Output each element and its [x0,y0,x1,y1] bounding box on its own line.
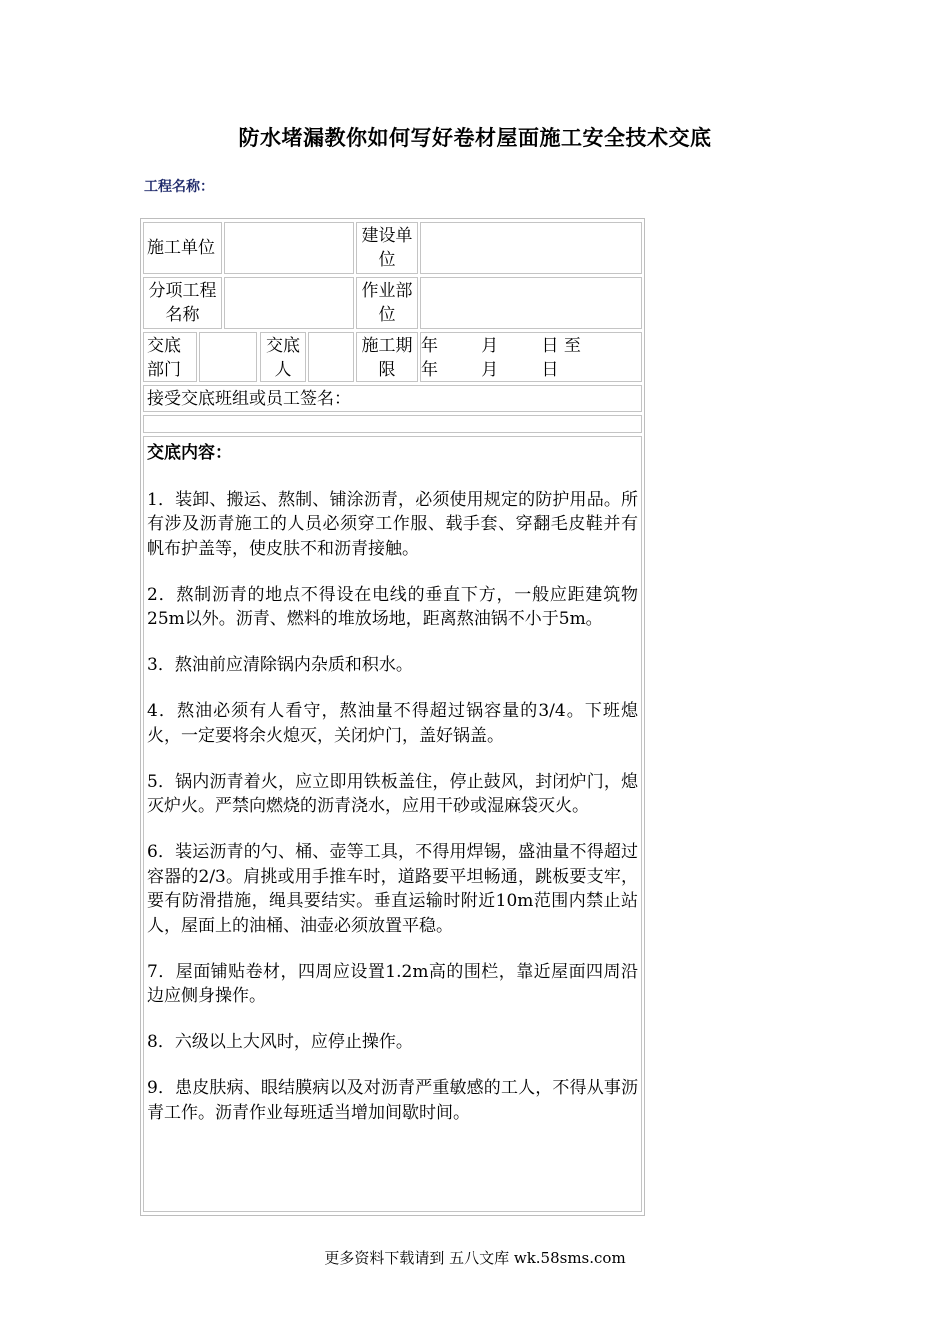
footer-note: 更多资料下载请到 五八文库 wk.58sms.com [324,1249,626,1267]
disclosure-content [143,436,642,1212]
construction-unit-value[interactable] [224,222,354,274]
dept-label: 交底 部门 [143,332,197,382]
content-item: 3．熬油前应清除锅内杂质和积水。 [147,655,413,675]
document-title: 防水堵漏教你如何写好卷材屋面施工安全技术交底 [238,125,712,150]
builder-unit-value[interactable] [420,222,642,274]
content-item: 2．熬制沥青的地点不得设在电线的垂直下方，一般应距建筑物25m以外。沥青、燃料的堆放场地，距离熬油锅不小于5m。 [147,584,638,629]
content-heading: 交底内容： [147,443,232,463]
builder-unit-label: 建设单 位 [356,222,418,274]
dept-value[interactable] [199,332,257,382]
person-label: 交底 人 [260,332,306,382]
construction-unit-label: 施工单位 [143,222,222,274]
person-value[interactable] [308,332,354,382]
content-item: 4．熬油必须有人看守，熬油量不得超过锅容量的3/4。下班熄火，一定要将余火熄灭，关闭炉门，盖好锅盖。 [147,701,638,746]
signature-label: 接受交底班组或员工签名： [143,385,642,412]
subproject-value[interactable] [224,277,354,329]
content-item: 9．患皮肤病、眼结膜病以及对沥青严重敏感的工人，不得从事沥青工作。沥青作业每班适当增加间歇时间。 [147,1078,638,1123]
period-start-line: 年 月 日 至 [421,336,581,356]
work-location-label: 作业部 位 [356,277,418,329]
content-item: 7．屋面铺贴卷材，四周应设置1.2m高的围栏，靠近屋面四周沿边应侧身操作。 [147,961,638,1006]
period-label: 施工期 限 [356,332,418,382]
project-name-label: 工程名称： [144,179,214,195]
period-end-line: 年 月 日 [421,360,559,380]
content-item: 5．锅内沥青着火，应立即用铁板盖住，停止鼓风，封闭炉门，熄灭炉火。严禁向燃烧的沥青浇水，应用干砂或湿麻袋灭火。 [147,771,638,816]
signature-value[interactable] [143,415,642,433]
content-item: 6．装运沥青的勺、桶、壶等工具，不得用焊锡，盛油量不得超过容器的2/3。肩挑或用手推车时，道路要平坦畅通，跳板要支牢，要有防滑措施，绳具要结实。垂直运输时附近10m范围内禁止站人，屋面上的油桶、油壶必须放置平稳。 [147,842,638,936]
subproject-label: 分项工程 名称 [143,277,222,329]
content-item: 1．装卸、搬运、熬制、铺涂沥青，必须使用规定的防护用品。所有涉及沥青施工的人员必须穿工作服、载手套、穿翻毛皮鞋并有帆布护盖等，使皮肤不和沥青接触。 [147,489,638,559]
period-value[interactable] [420,332,642,382]
content-item: 8．六级以上大风时，应停止操作。 [147,1032,413,1052]
work-location-value[interactable] [420,277,642,329]
